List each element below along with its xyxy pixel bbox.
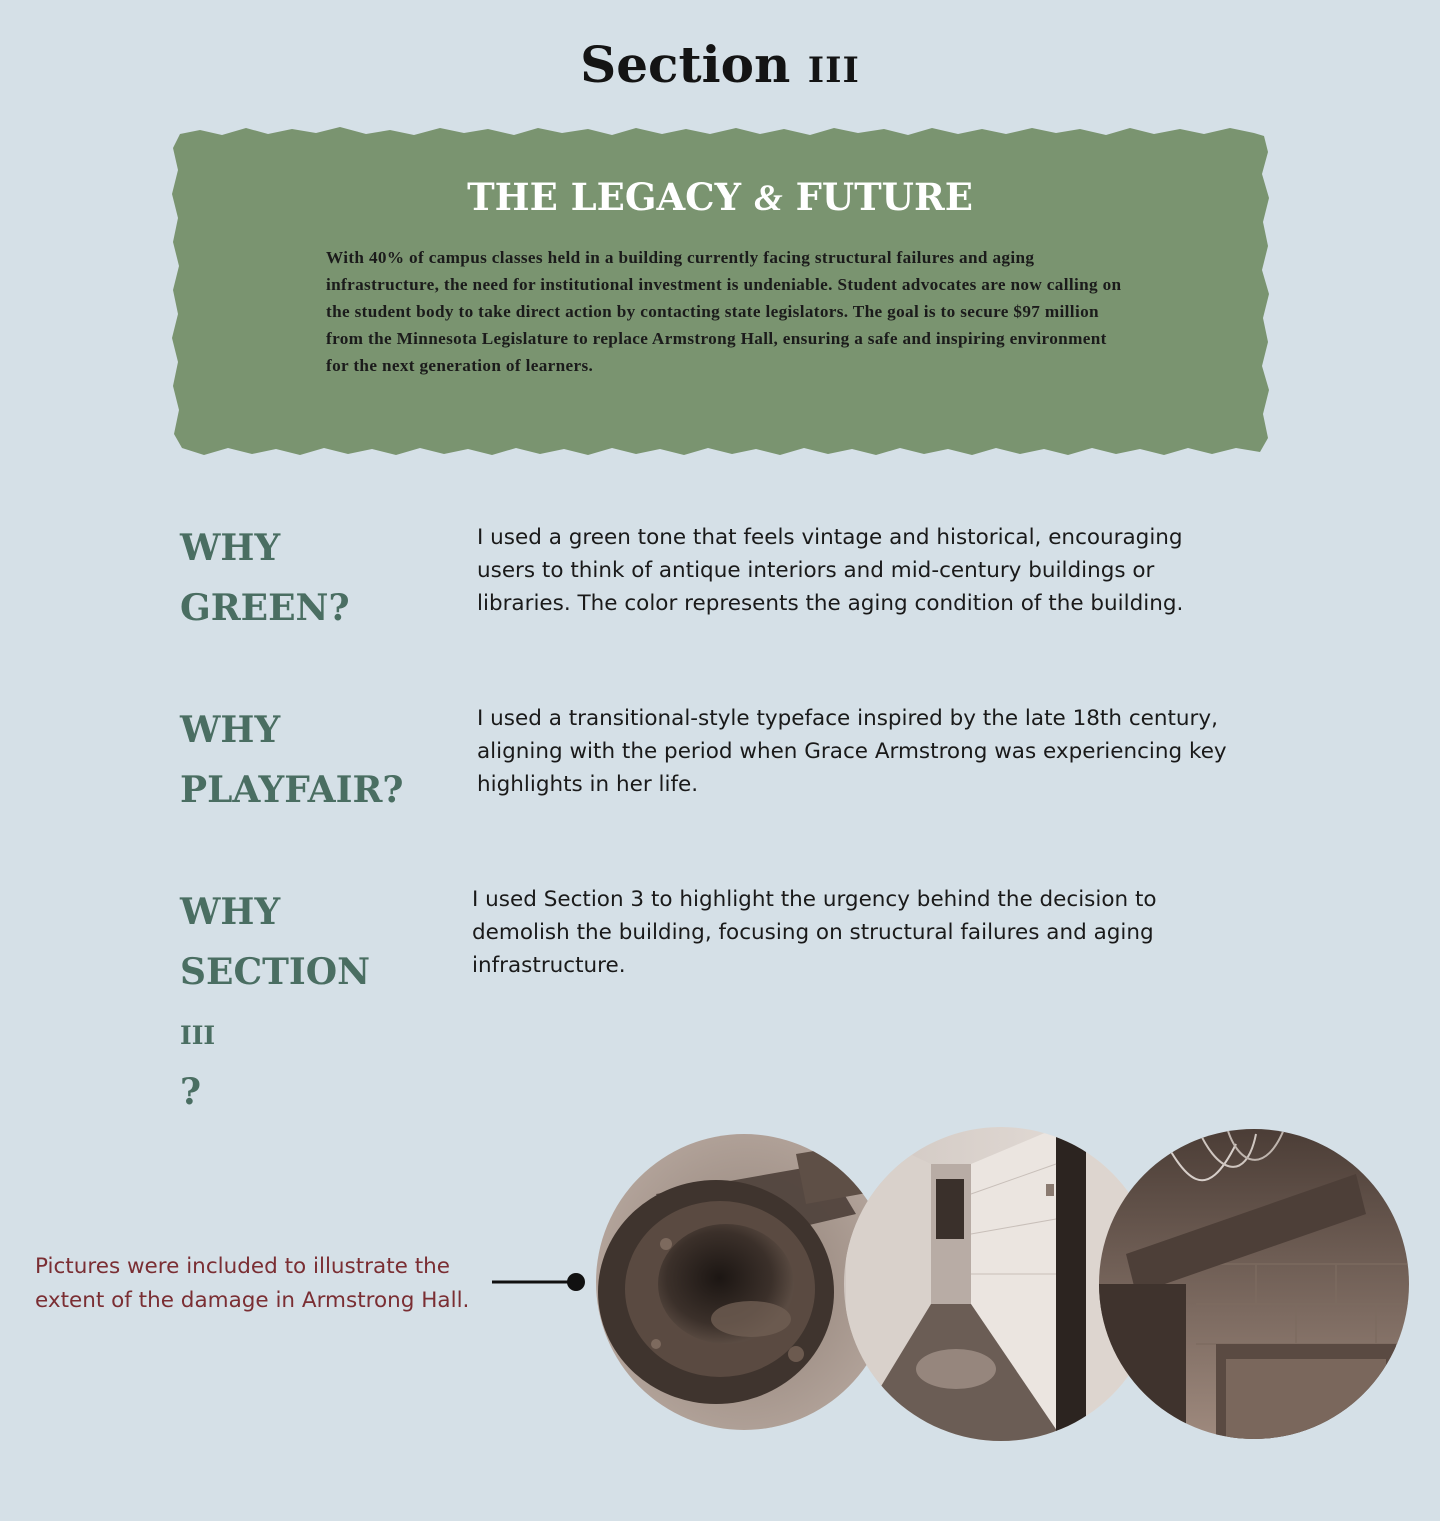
why-section-text: I used Section 3 to highlight the urgency behind the decision to demolish the building, focusing on structural failures and aging infrastructure. [472,887,1157,978]
why-playfair-heading [180,700,403,820]
why-section-heading [180,882,370,1122]
why-green-line2: GREEN? [180,587,350,629]
page-title-numeral: iii [807,35,860,94]
banner-title-left: THE LEGACY [467,175,742,219]
banner-title [170,172,1270,224]
why-section-numeral: iii [180,1011,216,1053]
damaged-ceiling-photo [1096,1124,1410,1444]
why-section-word: SECTION [180,951,370,993]
why-section-line2 [180,942,370,1122]
damage-photos [596,1124,1410,1444]
why-playfair-line1: WHY [180,709,281,751]
why-green-heading [180,518,350,638]
why-playfair-text: I used a transitional-style typeface inspired by the late 18th century, aligning with the period when Grace Armstrong was experiencing key highlights in her life. [477,706,1227,797]
why-section-qmark: ? [180,1071,202,1113]
caption-pointer [490,1266,590,1298]
why-section-line1: WHY [180,891,281,933]
photos-caption: Pictures were included to illustrate the extent of the damage in Armstrong Hall. [35,1254,470,1313]
banner-title-ampersand: & [753,178,783,219]
banner-title-right: FUTURE [795,175,973,219]
page-title-word: Section [580,35,791,94]
why-playfair-line2: PLAYFAIR? [180,769,404,811]
banner-body-text: With 40% of campus classes held in a building currently facing structural failures and aging infrastructure, the need for institutional investment is undeniable. Student advocates are now calling on the student body to take direct action by contacting state legislators. The goal is to secure $97 million from the Minnesota Legislature to replace Armstrong Hall, ensuring a safe and inspiring environment for the next generation of learners. [326,248,1122,375]
why-green-text: I used a green tone that feels vintage and historical, encouraging users to think of antique interiors and mid-century buildings or libraries. The color represents the aging condition of the building. [477,525,1184,616]
legacy-future-banner [170,122,1270,460]
pointer-dot [567,1273,585,1291]
page-title [0,30,1440,100]
why-green-line1: WHY [180,527,281,569]
